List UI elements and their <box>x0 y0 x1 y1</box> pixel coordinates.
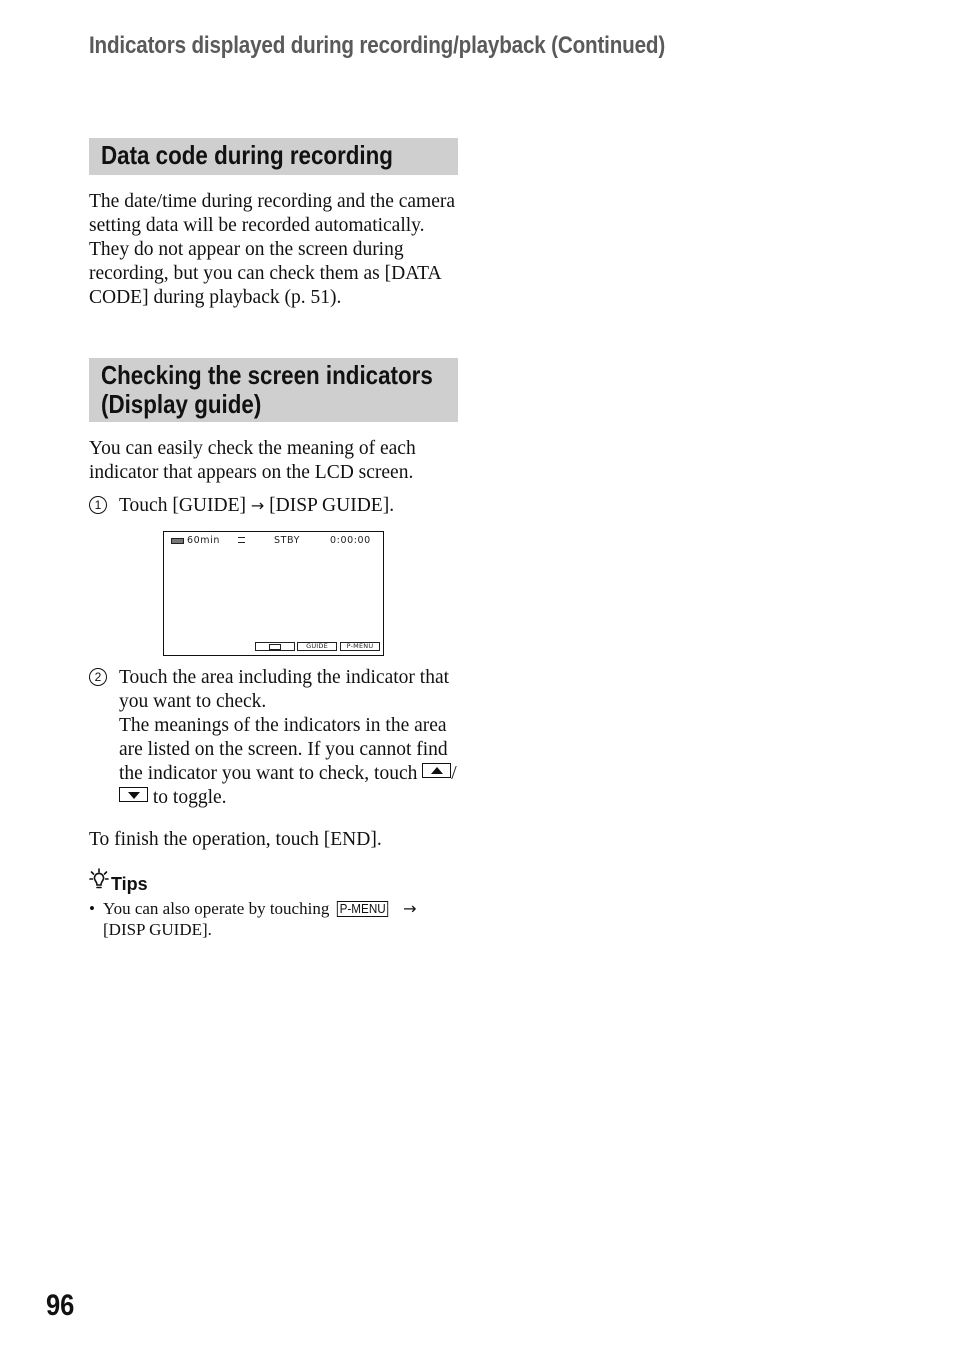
step-text: [DISP GUIDE]. <box>269 495 395 516</box>
tip-item <box>89 898 461 940</box>
time-counter: 0:00:00 <box>330 535 371 546</box>
finish-instruction: To finish the operation, touch [END]. <box>89 829 382 850</box>
tip-text: You can also operate by touching <box>103 899 330 918</box>
step-number: 2 <box>89 668 107 686</box>
section-heading-data-code <box>89 138 458 175</box>
page-title: Indicators displayed during recording/playback (Continued) <box>89 32 666 59</box>
section-title-line1: Checking the screen indicators <box>101 360 433 390</box>
bullet: • <box>89 899 95 918</box>
lcd-guide-button: GUIDE <box>297 642 337 651</box>
data-code-paragraph: The date/time during recording and the camera setting data will be recorded automatically. They do not appear on the screen during recording, but you can check them as [DATA CODE] during playback (p. 51). <box>89 191 456 308</box>
section-title-line2: (Display guide) <box>101 389 262 419</box>
step-text: Touch [GUIDE] <box>119 495 246 516</box>
lcd-toggle-button <box>255 642 295 651</box>
step-text: Touch the area including the indicator that you want to check. <box>119 667 450 712</box>
pmenu-button-icon: P-MENU <box>336 901 388 917</box>
step-1 <box>89 494 461 518</box>
recording-mode-icon <box>238 537 245 543</box>
page-number: 96 <box>46 1289 75 1322</box>
lightbulb-icon <box>89 868 111 895</box>
separator: / <box>451 763 457 784</box>
step-text: to toggle. <box>152 787 227 808</box>
step-2 <box>89 666 461 810</box>
lcd-screen-illustration <box>163 531 384 656</box>
tips-heading <box>89 868 148 895</box>
arrow-right-icon: → <box>250 496 265 515</box>
battery-time: 60min <box>187 535 221 546</box>
step-number: 1 <box>89 496 107 514</box>
battery-icon <box>171 538 184 544</box>
step-text: The meanings of the indicators in the area are listed on the screen. If you cannot find the indicator you want to check, touch <box>119 715 448 784</box>
lcd-pmenu-button: P-MENU <box>340 642 380 651</box>
display-guide-intro: You can easily check the meaning of each indicator that appears on the LCD screen. <box>89 438 416 483</box>
display-toggle-icon <box>269 644 281 650</box>
scroll-down-button-icon <box>119 787 148 802</box>
scroll-up-button-icon <box>422 763 451 778</box>
status-text: STBY <box>274 535 301 546</box>
tip-text: [DISP GUIDE]. <box>103 920 212 939</box>
arrow-right-icon: → <box>403 899 417 918</box>
section-heading-display-guide <box>89 358 458 422</box>
tips-label: Tips <box>111 874 148 894</box>
section-title: Data code during recording <box>101 140 393 170</box>
